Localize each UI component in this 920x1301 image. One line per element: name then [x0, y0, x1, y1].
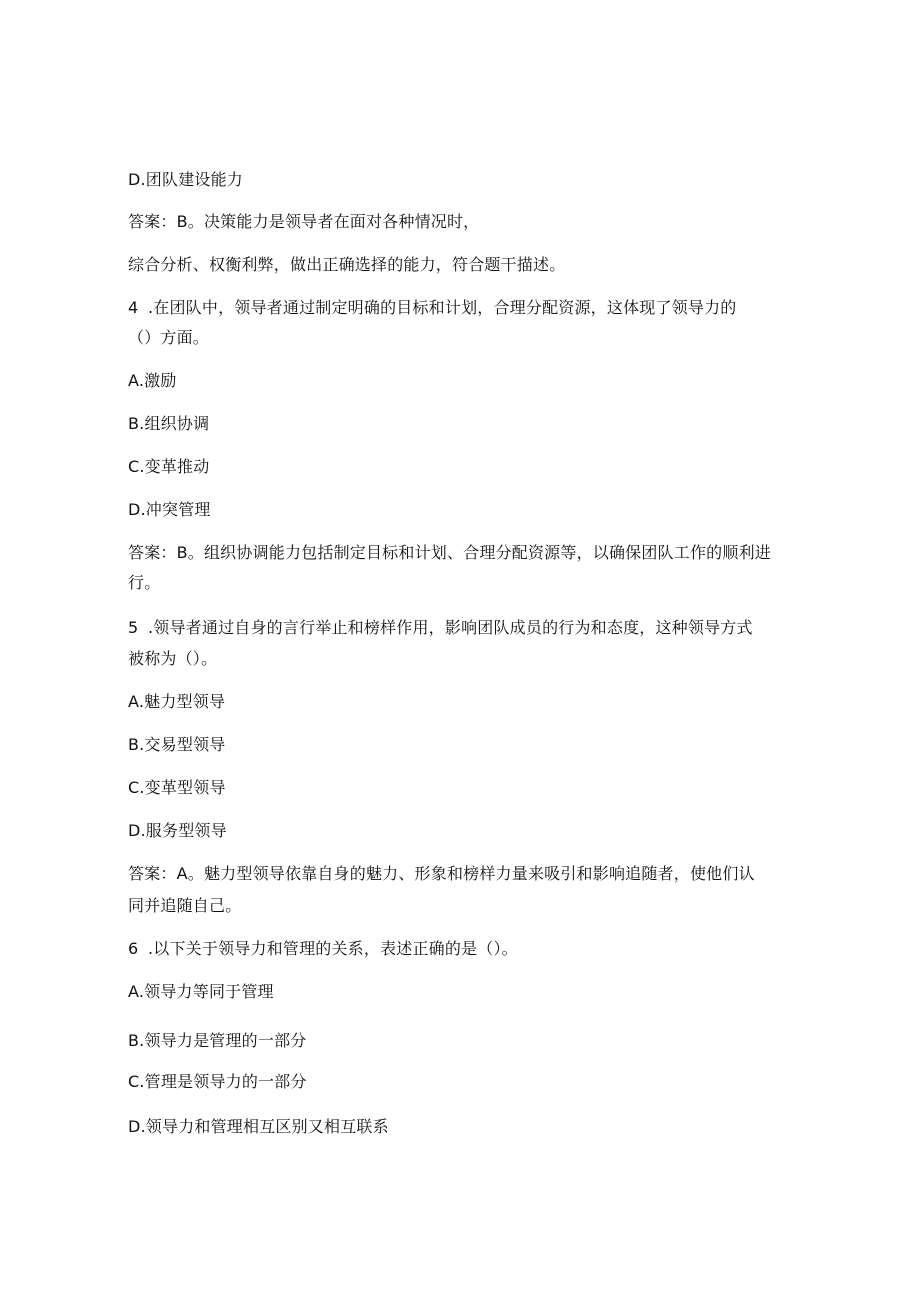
q4-answer-line2: 行。	[128, 573, 161, 592]
q6-stem-line1	[128, 938, 808, 960]
q3-option-d: D.团队建设能力	[128, 170, 244, 189]
q4-stem-line2: （）方面。	[128, 328, 210, 347]
q5-stem-line2: 被称为（）。	[128, 649, 218, 668]
q5-number: 5	[128, 618, 139, 637]
q5-stem-line1	[128, 617, 808, 639]
q4-number: 4	[128, 298, 139, 317]
q6-number: 6	[128, 939, 139, 958]
q6-option-c: C.管理是领导力的一部分	[128, 1072, 307, 1091]
q5-answer-line1: 答案：A。魅力型领导依靠自身的魅力、形象和榜样力量来吸引和影响追随者，使他们认	[128, 864, 755, 883]
q5-option-c: C.变革型领导	[128, 778, 226, 797]
q4-answer-line1: 答案：B。组织协调能力包括制定目标和计划、合理分配资源等，以确保团队工作的顺利进	[128, 543, 771, 562]
q6-option-b: B.领导力是管理的一部分	[128, 1031, 307, 1050]
q4-stem-line1	[128, 297, 808, 319]
q5-option-a: A.魅力型领导	[128, 692, 226, 711]
q3-answer-line1: 答案：B。决策能力是领导者在面对各种情况时，	[128, 212, 480, 231]
q4-option-b: B.组织协调	[128, 414, 210, 433]
q3-answer-line2: 综合分析、权衡利弊，做出正确选择的能力，符合题干描述。	[128, 255, 566, 274]
q5-stem-text: .领导者通过自身的言行举止和榜样作用，影响团队成员的行为和态度，这种领导方式	[148, 618, 753, 637]
q6-option-a: A.领导力等同于管理	[128, 982, 274, 1001]
q6-option-d: D.领导力和管理相互区别又相互联系	[128, 1117, 389, 1136]
q5-option-d: D.服务型领导	[128, 821, 227, 840]
q4-option-d: D.冲突管理	[128, 500, 211, 519]
q4-option-a: A.激励	[128, 371, 177, 390]
q6-stem-text: .以下关于领导力和管理的关系，表述正确的是（）。	[148, 939, 518, 958]
q4-stem-text: .在团队中，领导者通过制定明确的目标和计划，合理分配资源，这体现了领导力的	[148, 298, 737, 317]
q5-option-b: B.交易型领导	[128, 735, 226, 754]
q5-answer-line2: 同并追随自己。	[128, 896, 242, 915]
q4-option-c: C.变革推动	[128, 457, 210, 476]
